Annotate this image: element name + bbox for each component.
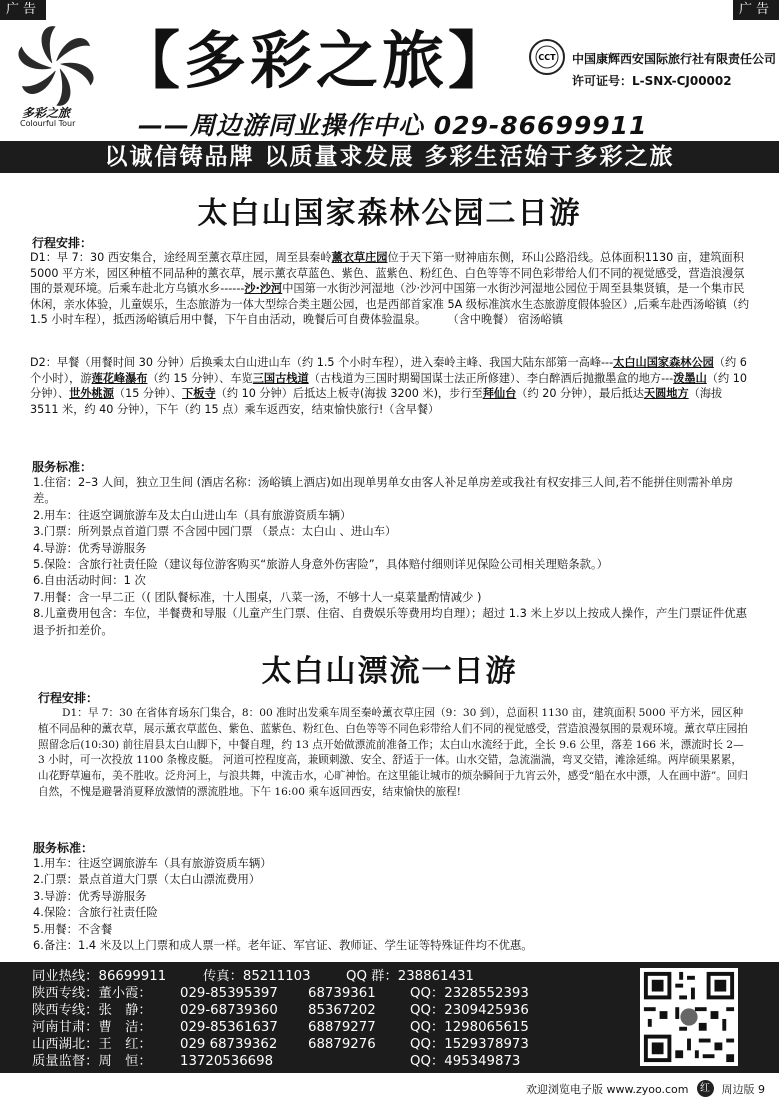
tour2-day1: D1：早 7：30 在省体育场东门集合，8：00 准时出发乘车周至秦岭薰衣草庄园（9：30 到），总面积 1130 亩，建筑面积 5000 平方米，园区种植不同品种的薰衣草，展示薰衣草蓝色、紫色、蓝紫色、粉红色、白色等等不同色彩带给人们不同的视觉感受，营造浪漫氛围的景观环境。薰衣草庄园拍照留念后(10:30) 前往眉县太白山脚下，中餐自理，约 13 点开始做漂流前准备工作；太白山水流经于此，全长 9.6 公里，落差 166 米，漂流时长 2—3 小时，可一次投放 1100 条橡皮艇。 河道可控程度高，兼顾刺激、安全、舒适于一体。山水交错，急流湍湍，弯叉交错，滩涂延绵。两岸硕果累累，山花野草遍布，美不胜收。泛舟河上，与浪共舞，中流击水，心旷神怡。在这里能让城市的烦杂瞬间于九宵云外，感受“船在水中漂，人在画中游”。回归自然，不愧是避暑消夏释放激情的漂流胜地。下午 16:00 乘车返回西安，结束愉快的旅程! [38,707,749,798]
contact-row: 陕西专线：张 静： [32,1003,152,1018]
tour1-title: 太白山国家森林公园二日游 [197,196,582,231]
red-badge-icon: 红 [697,1080,714,1097]
tour2-service-list [33,855,753,953]
pinwheel-logo-icon [16,26,96,106]
website-note[interactable]: 欢迎浏览电子版 www.zyoo.com [525,1082,689,1096]
contact-phone: 029-85361637 [180,1020,278,1035]
qq-group: QQ 群：238861431 [346,969,474,984]
service-item: 5.用餐：不含餐 [33,921,113,936]
contact-qq: QQ：1529378973 [410,1037,529,1052]
contact-row: 质量监督：周 恒： [32,1054,152,1069]
license-number: 许可证号：L-SNX-CJ00002 [572,74,732,88]
contact-qq: QQ：2328552393 [410,986,529,1001]
slogan-banner: 以诚信铸品牌 以质量求发展 多彩生活始于多彩之旅 [0,141,779,173]
contact-footer [0,962,779,1073]
service-item: 1.住宿：2–3 人间，独立卫生间 (酒店名称：汤峪镇上酒店)如出现单男单女由客人补足单房差或我社有权安排三人间,若不能拼住则需补单房差。 [33,475,734,506]
tour1-day1: D1：早 7：30 西安集合，途经周至薰衣草庄园，周至县秦岭薰衣草庄园位于天下第一财神庙东侧，环山公路沿线。总体面积1130 亩，建筑面积 5000 平方米，园区种植不同品种的薰衣草，展示薰衣草蓝色、紫色、蓝紫色、粉红色、白色等等不同色彩带给人们不同的视觉感受，营造浪漫氛围的景观环境。后乘车赴北方乌镇水乡------沙·沙河中国第一水街沙河湿地（沙·沙河中国第一水街沙河湿地公园位于周至县集贤镇，是一个集市民休闲，亲水体验，儿童娱乐，生态旅游为一体大型综合类主题公园，也是西部首家准 5A 级标准滨水生态旅游度假体验区）,后乘车赴西汤峪镇（约 1.5 小时车程），抵西汤峪镇后用中餐，下午自由活动，晚餐后可自费体验温泉。 （含中晚餐） 宿汤峪镇 [30,251,750,327]
hotline: 同业热线：86699911 [32,969,167,984]
service-item: 2.用车：往返空调旅游车及太白山进山车（具有旅游资质车辆） [33,507,352,522]
service-item: 4.保险：含旅行社责任险 [33,905,158,920]
tour2-title: 太白山漂流一日游 [261,654,518,689]
contact-phone: 029 68739362 [180,1037,278,1052]
service-item: 8.儿童费用包含：车位，半餐费和导服（儿童产生门票、住宿、自费娱乐等费用均自理）；超过 1.3 米上岁以上按成人操作，产生门票证件优惠退予折扣差价。 [33,606,747,637]
tour1-service-label: 服务标准： [32,460,93,474]
contact-row: 陕西专线：董小霞： [32,986,152,1001]
service-item: 3.导游：优秀导游服务 [33,888,147,903]
contact-qq: QQ：1298065615 [410,1020,529,1035]
service-item: 6.自由活动时间：1 次 [33,573,146,588]
cct-seal-text: CCT [538,53,556,62]
logo-english-name: Colourful Tour [20,119,76,128]
contact-phone2: 68879276 [308,1037,376,1052]
contact-row: 山西湖北：王 红： [32,1037,152,1052]
cct-seal-icon [528,38,566,76]
tour2-itinerary-label: 行程安排： [38,691,99,705]
contact-phone2: 68879277 [308,1020,376,1035]
service-item: 5.保险：含旅行社责任险（建议每位游客购买“旅游人身意外伤害险”，具体赔付细则详见保险公司相关理赔条款。） [33,557,609,572]
service-item: 2.门票：景点首道大门票（太白山漂流费用） [33,872,261,887]
service-item: 3.门票：所列景点首道门票 不含园中园门票 （景点：太白山 、进山车） [33,524,397,539]
bottom-bar [526,1080,765,1097]
edition-label: 周边版 9 [721,1082,765,1096]
header-subtitle: ——周边游同业操作中心 029-86699911 [138,111,648,140]
service-item: 4.导游：优秀导游服务 [33,540,147,555]
contact-phone2: 68739361 [308,986,376,1001]
contact-phone: 13720536698 [180,1054,274,1069]
company-name: 中国康辉西安国际旅行社有限责任公司 [572,52,777,66]
ad-tag-left: 广告 [0,0,46,20]
contact-phone: 029-85395397 [180,986,278,1001]
tour1-service-list [33,474,753,638]
qr-code-icon[interactable] [640,968,738,1066]
contact-qq: QQ：495349873 [410,1054,521,1069]
service-item: 1.用车：往返空调旅游车（具有旅游资质车辆） [33,856,272,870]
brand-title: 【多彩之旅】 [118,24,515,97]
contact-phone2: 85367202 [308,1003,376,1018]
service-item: 6.备注：1.4 米及以上门票和成人票一样。老年证、军官证、教师证、学生证等特殊证件均不优惠。 [33,938,533,953]
contact-qq: QQ：2309425936 [410,1003,529,1018]
fax: 传真：85211103 [203,969,311,984]
logo-chinese-name: 多彩之旅 [22,106,71,120]
ad-tag-right: 广告 [733,0,779,20]
contact-phone: 029-68739360 [180,1003,278,1018]
tour1-itinerary-label: 行程安排： [32,236,93,250]
tour2-service-label: 服务标准： [33,841,94,855]
service-item: 7.用餐：含一早二正（( 团队餐标准，十人围桌，八菜一汤，不够十人一桌菜量酌情减少 ) [33,589,482,604]
tour1-day2: D2：早餐（用餐时间 30 分钟）后换乘太白山进山车（约 1.5 个小时车程），进入秦岭主峰、我国大陆东部第一高峰---太白山国家森林公园（约 6 个小时），游莲花峰瀑布（约 15 分钟）、车览三国古栈道（古栈道为三国时期蜀国谋士法正所修建）、李白醉酒后抛撒墨盒的地方---泼墨山（约 10 分钟）、世外桃源（15 分钟）、下板寺（约 10 分钟）后抵达上板寺(海拔 3200 米)，步行至拜仙台（约 20 分钟），最后抵达天圆地方（海拔 3511 米，约 40 分钟），下午（约 15 点）乘车返西安，结束愉快旅行!（含早餐） [30,356,747,416]
contact-row: 河南甘肃：曹 洁： [32,1020,152,1035]
